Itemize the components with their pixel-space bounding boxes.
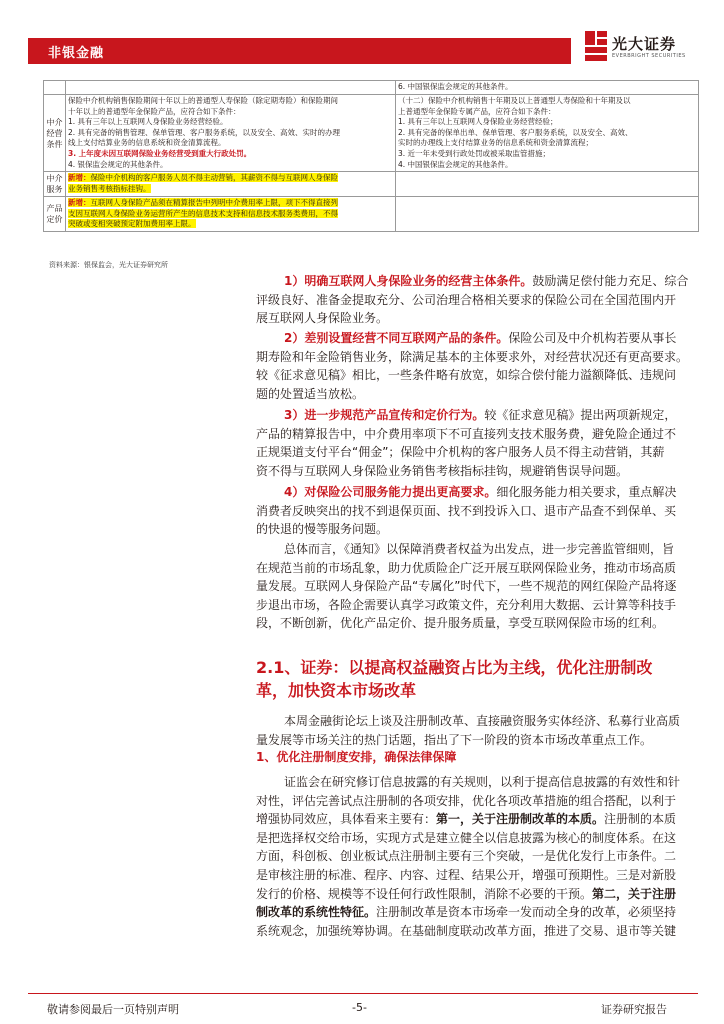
text-line: 消费者反映突出的找不到退保页面、找不到投诉入口、退市产品查不到保单、买 bbox=[256, 503, 677, 518]
paragraph-2 bbox=[256, 329, 689, 403]
text-line: 展互联网人身保险业务。 bbox=[256, 311, 389, 326]
text-line: 量发展等市场关注的热门话题，指出了下一阶段的资本市场改革重点工作。 bbox=[256, 732, 653, 747]
new-tag: 新增： bbox=[68, 173, 91, 183]
text-line bbox=[68, 209, 393, 220]
text-line: 经营 bbox=[46, 128, 63, 138]
text-line: 鼓励满足偿付能力充足、综合 bbox=[532, 274, 689, 288]
table-row bbox=[44, 172, 699, 197]
text-line: 注册制的本质 bbox=[604, 812, 677, 827]
text-line: 制改革的系统性特征。 bbox=[256, 905, 377, 920]
text-line: 注册制改革是资本市场牵一发而动全身的改革，必须坚持 bbox=[376, 905, 677, 920]
footer-disclaimer: 敬请参阅最后一页特别声明 bbox=[47, 1003, 179, 1016]
text-line: 1. 具有三年以上互联网人身保险业务经营经验。 bbox=[68, 117, 228, 127]
text-line bbox=[256, 272, 689, 291]
text-line: 3. 近一年未受到行政处罚或被采取监管措施； bbox=[398, 148, 551, 158]
text-line: 正规渠道支付平台“佣金”；保险中介机构的客户服务人员不得主动营销，其薪 bbox=[256, 445, 665, 460]
section-title bbox=[256, 656, 698, 702]
page-number: -5- bbox=[352, 1001, 367, 1014]
text-line: 2）差别设置经营不同互联网产品的条件。 bbox=[284, 331, 509, 345]
brand-name: 光大证券 bbox=[612, 35, 677, 53]
new-tag: 新增： bbox=[68, 198, 91, 208]
text-line: 评级良好、准备金提取充分、公司治理合格相关要求的保险公司在全国范围内开 bbox=[256, 292, 677, 307]
text-line: 增强协同效应，具体看来主要有： bbox=[256, 812, 437, 827]
text-line: 1）明确互联网人身保险业务的经营主体条件。 bbox=[284, 274, 533, 288]
text-line: 是把选择权交给市场，实现方式是建立健全以信息披露为核心的制度体系。在这 bbox=[256, 830, 677, 845]
table-line: 6. 中国银保监会规定的其他条件。 bbox=[398, 82, 513, 91]
row-label-intermediary bbox=[44, 95, 66, 172]
text-line bbox=[256, 903, 684, 922]
text-line: 条件 bbox=[46, 139, 63, 149]
text-line: 保险中介机构销售保险期间十年以上的普通型人寿保险（除定期寿险）和保险期间 bbox=[68, 96, 338, 105]
table-cell bbox=[396, 81, 699, 95]
text-line: 步退出市场，各险企需要认真学习政策文件，充分利用大数据、云计算等科技手 bbox=[256, 597, 677, 612]
table-row bbox=[44, 95, 699, 172]
text-line: 在规范当前的市场乱象，助力优质险企广泛开展互联网保险业务，推动市场高质 bbox=[256, 560, 677, 575]
highlight-line: 3. 上年度未因互联网保险业务经营受到重大行政处罚。 bbox=[68, 148, 252, 158]
text-line bbox=[256, 810, 684, 829]
comparison-table bbox=[43, 80, 699, 232]
text-line: 中介 bbox=[46, 174, 63, 184]
text-line: （十二）保险中介机构销售十年期及以上普通型人寿保险和十年期及以 bbox=[398, 96, 631, 105]
page-header bbox=[0, 0, 724, 68]
text-line: 突破或变相突破预定附加费用率上限。 bbox=[68, 219, 196, 229]
text-line bbox=[256, 483, 684, 502]
text-line bbox=[256, 329, 684, 348]
text-line: 2. 具有完备的保单出单、保单管理、客户服务系统，以及安全、高效、 bbox=[398, 127, 633, 137]
text-line: 革，加快资本市场改革 bbox=[256, 681, 417, 700]
text-line: 对性，评估完善试点注册制的各项安排，优化各项改革措施的组合搭配，以利于 bbox=[256, 793, 677, 808]
text-line: 第一，关于注册制改革的本质。 bbox=[436, 812, 605, 827]
table-cell bbox=[44, 81, 66, 95]
text-line: 细化服务能力相关要求，重点解决 bbox=[496, 485, 677, 499]
text-line: 2.1、证券：以提高权益融资占比为主线，优化注册制改 bbox=[256, 658, 653, 677]
text-line: 4. 中国银保监会规定的其他条件。 bbox=[398, 159, 513, 169]
text-line: 服务 bbox=[46, 185, 63, 195]
table-cell bbox=[396, 197, 699, 232]
text-line: 题的处置适当放松。 bbox=[256, 386, 365, 401]
row-label-pricing bbox=[44, 197, 66, 232]
paragraph-7 bbox=[256, 773, 684, 940]
footer-report-type: 证券研究报告 bbox=[601, 1003, 667, 1016]
footer-divider bbox=[28, 993, 698, 994]
paragraph-6 bbox=[256, 712, 684, 749]
paragraph-3 bbox=[256, 406, 684, 480]
text-line: 3）进一步规范产品宣传和定价行为。 bbox=[284, 408, 485, 422]
everbright-logo-icon bbox=[585, 31, 607, 61]
table-row bbox=[44, 197, 699, 232]
text-line: 1. 具有三年以上互联网人身保险业务经营经验； bbox=[398, 117, 558, 127]
text-line: 的快退的慢等服务问题。 bbox=[256, 522, 389, 537]
text-line: 十年以上的普通型年金保险产品，应符合如下条件： bbox=[68, 106, 241, 116]
text-line: 保险公司及中介机构若要从事长 bbox=[508, 331, 677, 345]
table-cell bbox=[66, 172, 396, 197]
text-line: 期寿险和年金险销售业务，除满足基本的主体要求外，对经营状况还有更高要求。 bbox=[256, 349, 689, 364]
text-line bbox=[256, 885, 684, 904]
text-line: 段，不断创新，优化产品定价、提升服务质量，享受互联网保险市场的红利。 bbox=[256, 616, 665, 631]
text-line: 4）对保险公司服务能力提出更高要求。 bbox=[284, 485, 497, 499]
table-cell bbox=[66, 81, 396, 95]
text-line bbox=[68, 219, 393, 230]
table-cell bbox=[66, 197, 396, 232]
table-cell bbox=[396, 172, 699, 197]
table-cell bbox=[396, 95, 699, 172]
brand-subtitle: EVERBRIGHT SECURITIES bbox=[612, 53, 686, 59]
paragraph-5 bbox=[256, 540, 684, 633]
row-label-service bbox=[44, 172, 66, 197]
text-line: 证监会在研究修订信息披露的有关规则，以利于提高信息披露的有效性和针 bbox=[284, 775, 681, 789]
text-line: 产品 bbox=[46, 204, 63, 214]
text-line: 实时的办理线上支付结算业务的信息系统和资金清算流程； bbox=[398, 138, 593, 148]
text-line: 第二，关于注册 bbox=[592, 886, 677, 901]
table-source: 资料来源：银保监会，光大证券研究所 bbox=[49, 261, 168, 269]
text-line: 线上支付结算业务的信息系统和资金清算流程。 bbox=[68, 138, 226, 148]
section-label: 非银金融 bbox=[48, 46, 105, 61]
text-line: 量发展。互联网人身保险产品“专属化”时代下，一些不规范的网红保险产品将逐 bbox=[256, 579, 677, 594]
text-line: 支因互联网人身保险业务运营所产生的信息技术支持和信息技术服务类费用，不得 bbox=[68, 208, 338, 218]
paragraph-1 bbox=[256, 272, 689, 328]
subsection-title: 1、优化注册制度安排，确保法律保障 bbox=[256, 750, 457, 764]
text-line: 系统观念，加强统筹协调。在基础制度联动改革方面，推进了交易、退市等关键 bbox=[256, 923, 677, 938]
text-line: 中介 bbox=[46, 117, 63, 127]
text-line: 较《征求意见稿》提出两项新规定， bbox=[484, 408, 677, 422]
text-line bbox=[256, 406, 684, 425]
text-line: 资不得与互联网人身保险业务销售考核指标挂钩，规避销售误导问题。 bbox=[256, 463, 629, 478]
text-line: 保险中介机构的客户服务人员不得主动营销，其薪资不得与互联网人身保险 bbox=[90, 173, 338, 183]
text-line: 方面，科创板、创业板试点注册制主要有三个突破，一是优化发行上市条件。二 bbox=[256, 849, 677, 864]
text-line bbox=[68, 184, 393, 195]
text-line bbox=[68, 173, 393, 184]
section-banner bbox=[28, 38, 571, 64]
text-line: 是审核注册的标准、程序、内容、过程、结果公开，增强可预期性。三是对新股 bbox=[256, 867, 677, 882]
text-line: 总体而言，《通知》以保障消费者权益为出发点，进一步完善监管细则，旨 bbox=[284, 542, 675, 556]
text-line: 较《征求意见稿》相比，一些条件略有放宽，如综合偿付能力溢额降低、违规问 bbox=[256, 368, 677, 383]
text-line bbox=[68, 198, 393, 209]
text-line: 互联网人身保险产品须在精算报告中列明中介费用率上限，项下不得直接列 bbox=[90, 198, 338, 208]
text-line: 发行的价格、规模等不设任何行政性限制，消除不必要的干预。 bbox=[256, 886, 593, 901]
text-line: 业务销售考核指标挂钩。 bbox=[68, 183, 151, 193]
text-line: 本周金融街论坛上谈及注册制改革、直接融资服务实体经济、私募行业高质 bbox=[284, 714, 681, 728]
table-cell bbox=[66, 95, 396, 172]
text-line: 产品的精算报告中，中介费用率项下不可直接列支技术服务费，避免险企通过不 bbox=[256, 426, 677, 441]
text-line: 2. 具有完备的销售管理、保单管理、客户服务系统，以及安全、高效、实时的办理 bbox=[68, 127, 341, 137]
table-row bbox=[44, 81, 699, 95]
paragraph-4 bbox=[256, 483, 684, 539]
text-line: 上普通型年金保险专属产品，应符合如下条件： bbox=[398, 106, 556, 116]
text-line: 定价 bbox=[46, 215, 63, 225]
text-line: 4. 银保监会规定的其他条件。 bbox=[68, 159, 168, 169]
